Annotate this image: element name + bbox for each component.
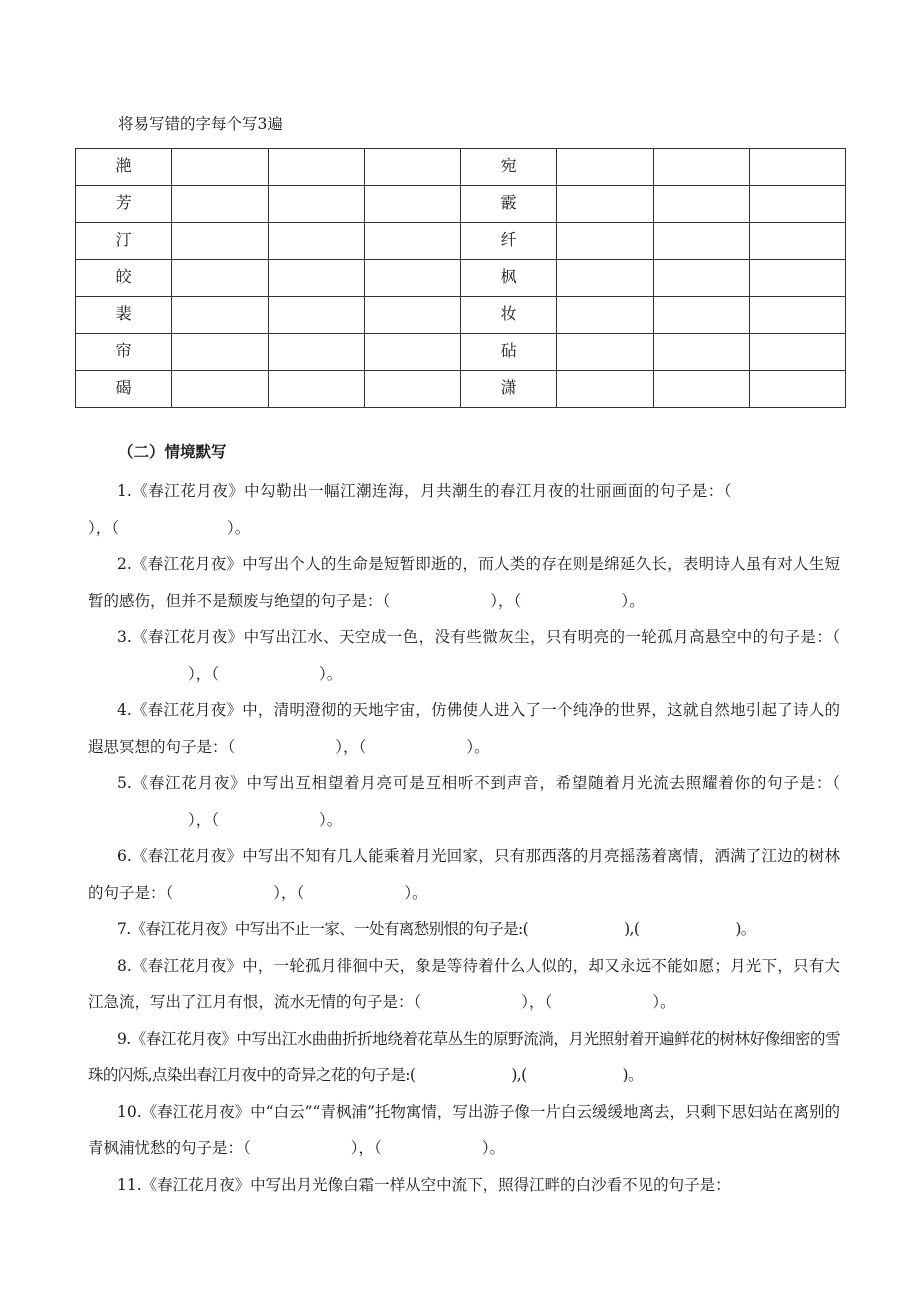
- practice-cell[interactable]: [653, 186, 749, 223]
- practice-cell[interactable]: [268, 260, 364, 297]
- practice-cell[interactable]: [749, 334, 845, 371]
- character-cell: 妆: [461, 297, 557, 334]
- character-cell: 帘: [76, 334, 172, 371]
- table-row: [76, 297, 846, 334]
- practice-cell[interactable]: [172, 186, 268, 223]
- character-cell: 芳: [76, 186, 172, 223]
- practice-cell[interactable]: [653, 371, 749, 408]
- practice-cell[interactable]: [653, 223, 749, 260]
- practice-cell[interactable]: [364, 186, 460, 223]
- question-item: 9.《春江花月夜》中写出江水曲曲折折地绕着花草丛生的原野流淌，月光照射着开遍鲜花的树林好像细密的雪珠的闪烁,点染出春江月夜中的奇异之花的句子是:( ),( )。: [88, 1029, 840, 1084]
- practice-cell[interactable]: [268, 334, 364, 371]
- practice-cell[interactable]: [268, 149, 364, 186]
- practice-cell[interactable]: [364, 297, 460, 334]
- character-cell: 滟: [76, 149, 172, 186]
- character-cell: 潇: [461, 371, 557, 408]
- character-cell: 裴: [76, 297, 172, 334]
- practice-cell[interactable]: [172, 149, 268, 186]
- practice-cell[interactable]: [364, 260, 460, 297]
- question-item: 1.《春江花月夜》中勾勒出一幅江潮连海，月共潮生的春江月夜的壮丽画面的句子是：（），（ ）。: [88, 482, 732, 537]
- table-row: [76, 371, 846, 408]
- practice-cell[interactable]: [364, 223, 460, 260]
- practice-cell[interactable]: [557, 297, 653, 334]
- character-cell: 皎: [76, 260, 172, 297]
- practice-cell[interactable]: [653, 297, 749, 334]
- question-item: 5.《春江花月夜》中写出互相望着月亮可是互相听不到声音，希望随着月光流去照耀着你的句子是：（），（ ）。: [117, 774, 840, 829]
- question-item: 10.《春江花月夜》中“白云”“青枫浦”托物寓情，写出游子像一片白云缓缓地离去，只剩下思妇站在离别的青枫浦忧愁的句子是：（ ），（ ）。: [88, 1102, 840, 1157]
- question-list: [88, 473, 840, 1203]
- character-cell: 碣: [76, 371, 172, 408]
- table-row: [76, 223, 846, 260]
- practice-cell[interactable]: [749, 371, 845, 408]
- question-item: 7.《春江花月夜》中写出不止一家、一处有离愁别恨的句子是:( ),( )。: [117, 920, 756, 938]
- practice-cell[interactable]: [364, 371, 460, 408]
- practice-cell[interactable]: [557, 149, 653, 186]
- practice-cell[interactable]: [172, 334, 268, 371]
- character-cell: 汀: [76, 223, 172, 260]
- character-cell: 纤: [461, 223, 557, 260]
- practice-cell[interactable]: [364, 334, 460, 371]
- character-cell: 宛: [461, 149, 557, 186]
- practice-cell[interactable]: [172, 371, 268, 408]
- practice-cell[interactable]: [653, 149, 749, 186]
- practice-cell[interactable]: [557, 371, 653, 408]
- practice-cell[interactable]: [749, 149, 845, 186]
- table-row: [76, 334, 846, 371]
- practice-cell[interactable]: [749, 223, 845, 260]
- question-item: 6.《春江花月夜》中写出不知有几人能乘着月光回家，只有那西落的月亮摇荡着离情，洒满了江边的树林的句子是：（ ），（ ）。: [88, 847, 840, 902]
- practice-cell[interactable]: [172, 260, 268, 297]
- practice-instruction: 将易写错的字每个写3遍: [118, 115, 283, 133]
- practice-cell[interactable]: [557, 334, 653, 371]
- character-cell: 霰: [461, 186, 557, 223]
- practice-cell[interactable]: [653, 260, 749, 297]
- question-item: 2.《春江花月夜》中写出个人的生命是短暂即逝的，而人类的存在则是绵延久长，表明诗人虽有对人生短暂的感伤，但并不是颓废与绝望的句子是：（ ），（ ）。: [88, 555, 840, 610]
- practice-cell[interactable]: [268, 186, 364, 223]
- practice-cell[interactable]: [749, 297, 845, 334]
- practice-cell[interactable]: [653, 334, 749, 371]
- character-cell: 砧: [461, 334, 557, 371]
- table-row: [76, 186, 846, 223]
- question-item: 8.《春江花月夜》中，一轮孤月徘徊中天，象是等待着什么人似的，却又永远不能如愿；月光下，只有大江急流，写出了江月有恨，流水无情的句子是：（ ），（ ）。: [88, 956, 840, 1011]
- practice-cell[interactable]: [268, 223, 364, 260]
- section-title: （二）情境默写: [118, 442, 227, 461]
- practice-cell[interactable]: [557, 260, 653, 297]
- table-row: [76, 149, 846, 186]
- question-item: 11.《春江花月夜》中写出月光像白霜一样从空中流下，照得江畔的白沙看不见的句子是：: [117, 1175, 731, 1194]
- practice-cell[interactable]: [172, 223, 268, 260]
- practice-cell[interactable]: [749, 260, 845, 297]
- practice-cell[interactable]: [268, 371, 364, 408]
- practice-cell[interactable]: [557, 186, 653, 223]
- table-row: [76, 260, 846, 297]
- character-cell: 枫: [461, 260, 557, 297]
- question-item: 3.《春江花月夜》中写出江水、天空成一色，没有些微灰尘，只有明亮的一轮孤月高悬空中的句子是：（），（ ）。: [117, 628, 840, 683]
- character-practice-table: [75, 148, 846, 408]
- practice-cell[interactable]: [268, 297, 364, 334]
- practice-cell[interactable]: [557, 223, 653, 260]
- practice-cell[interactable]: [749, 186, 845, 223]
- practice-cell[interactable]: [172, 297, 268, 334]
- question-item: 4.《春江花月夜》中，清明澄彻的天地宇宙，仿佛使人进入了一个纯净的世界，这就自然地引起了诗人的遐思冥想的句子是：（ ），（ ）。: [88, 701, 840, 756]
- practice-cell[interactable]: [364, 149, 460, 186]
